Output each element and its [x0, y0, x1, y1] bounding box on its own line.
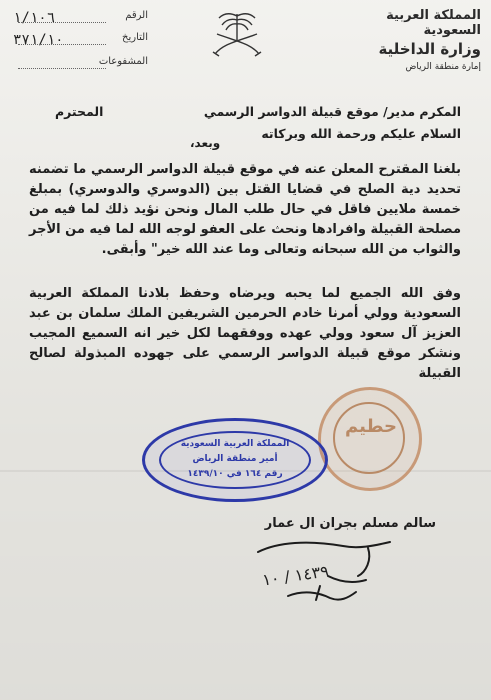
official-oval-stamp [142, 418, 328, 502]
ministry-header [351, 8, 481, 72]
oval-stamp-line-2: أمير منطقة الرياض [192, 454, 278, 464]
date-value: ٣٧١/١٠ [13, 32, 64, 48]
number-value: ١/١٠٦ [13, 10, 56, 26]
dotted-line [18, 22, 106, 23]
signature-date: ١٤٣٩ / ١٠ [261, 561, 331, 590]
ministry-name: وزارة الداخلية [378, 40, 481, 58]
greeting: السلام عليكم ورحمة الله وبركاته [261, 126, 461, 141]
oval-stamp-line-3: رقم ١٦٤ في ١٤٣٩/١٠ [187, 469, 283, 479]
number-label: الرقم [125, 10, 148, 21]
reference-block [8, 8, 148, 78]
dotted-line [18, 44, 106, 45]
honorific: المحترم [55, 104, 104, 119]
paragraph-1: بلغنا المقترح المعلن عنه في موقع قبيلة الدواسر الرسمي ما تضمنه تحديد دية الصلح في قضايا القتل بين (الدوسري والدوسري) بمبلغ خمسة ملايين فاقل في حال طلب المال ونحن نؤيد ذلك لما فيه من مصلحة القبيلة وافرادها ونحث على العفو لوجه الله لما فيه من الأجر والثواب من الله سبحانه وتعالى وما عند الله خير" وأبقى. [29, 162, 461, 257]
region-name: إمارة منطقة الرياض [405, 62, 481, 72]
round-stamp-center-text: حطيم [345, 416, 397, 437]
dotted-line [18, 68, 106, 69]
date-label: التاريخ [122, 32, 148, 43]
tribe-round-stamp [318, 387, 422, 491]
signer-name: سالم مسلم بجران ال عمار [264, 516, 436, 531]
kingdom-name: المملكة العربية السعودية [386, 8, 481, 38]
addressee: المكرم مدير/ موقع قبيلة الدواسر الرسمي [203, 104, 461, 119]
saudi-emblem-palm-swords-icon [205, 6, 269, 62]
oval-stamp-line-1: المملكة العربية السعودية [180, 439, 290, 449]
paragraph-2: وفق الله الجميع لما يحبه ويرضاه وحفظ بلادنا المملكة العربية السعودية وولي أمرنا خادم الحرمين الشريفين الملك سلمان بن عبد العزيز آل سعود وولي عهده ووفقهما لكل خير انه السميع المجيب ونشكر موقع قبيلة الدواسر الرسمي على جهوده المبذولة لصالح القبيلة [29, 286, 461, 381]
attachments-label: المشفوعات [98, 56, 148, 67]
after-greeting: وبعد، [190, 136, 221, 150]
